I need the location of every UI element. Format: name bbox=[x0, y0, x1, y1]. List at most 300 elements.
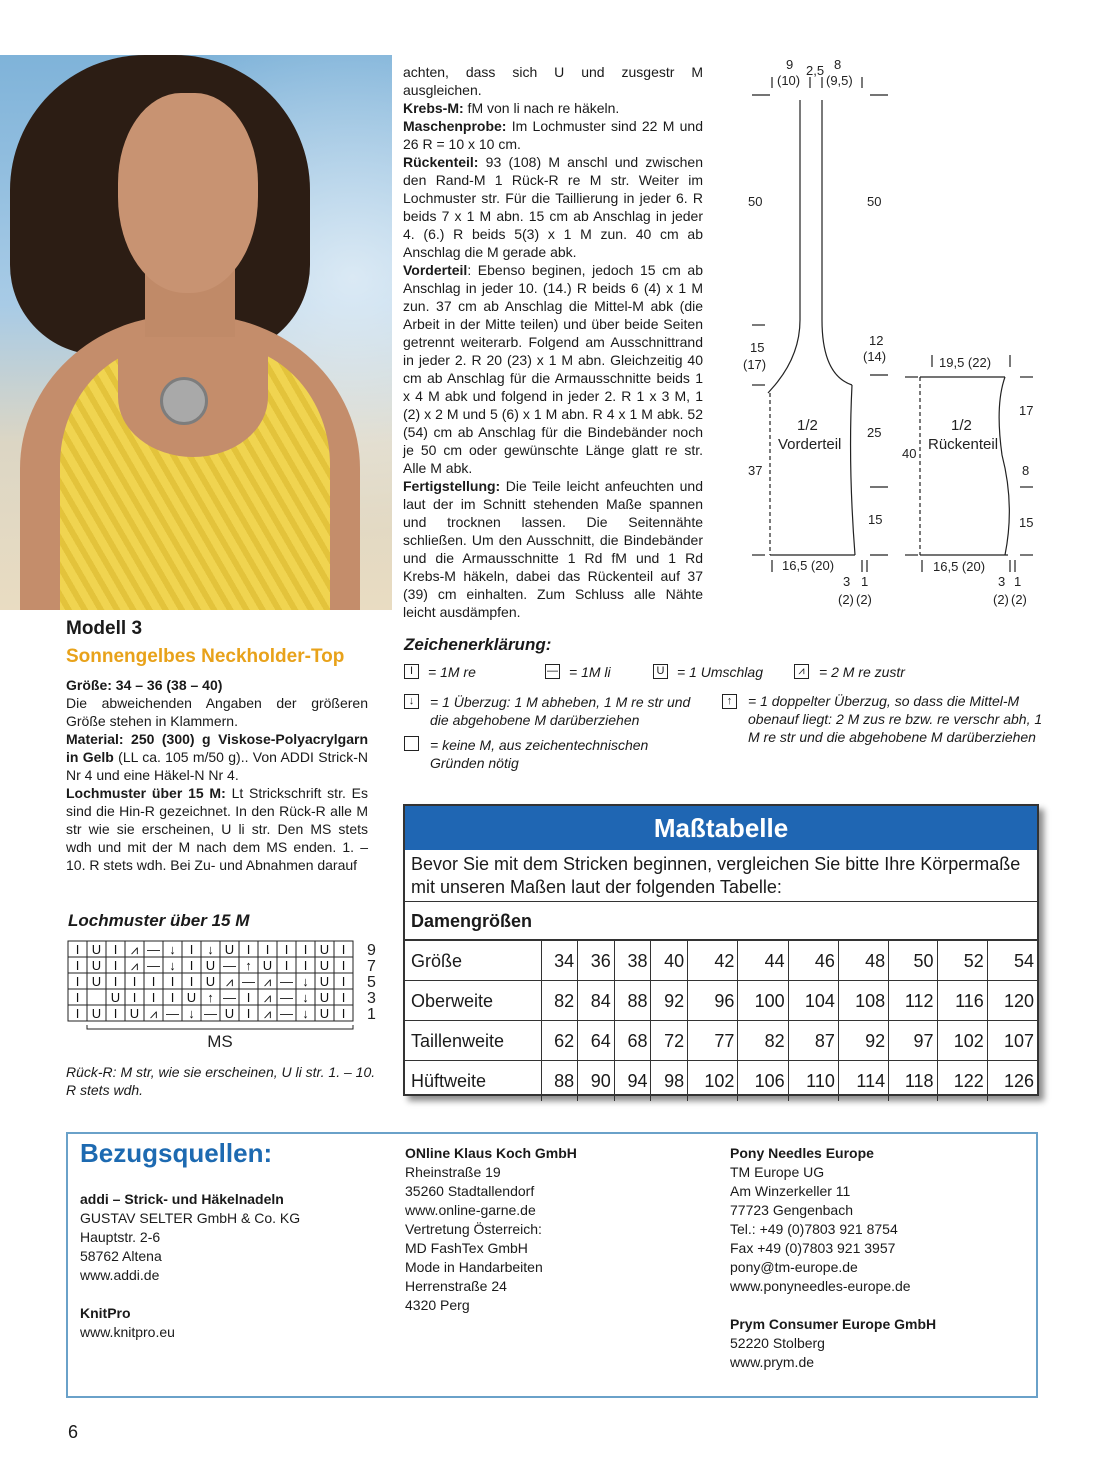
svg-text:U: U bbox=[205, 974, 216, 989]
schem-top-mid: 2,5 bbox=[806, 63, 825, 78]
svg-text:I: I bbox=[189, 974, 194, 989]
schem-37: 37 bbox=[748, 463, 763, 478]
svg-text:I: I bbox=[189, 942, 194, 957]
lace-chart-cell bbox=[87, 957, 106, 973]
front-label: Vorderteil bbox=[403, 262, 468, 278]
lace-chart-cell bbox=[239, 973, 258, 989]
lace-chart-cell bbox=[163, 1005, 182, 1021]
legend-text-skp: = 1 Überzug: 1 M abheben, 1 M re str und die abgehobene M darüberziehen bbox=[430, 694, 691, 728]
size-table-cell: 94 bbox=[614, 1061, 651, 1101]
svg-text:I: I bbox=[113, 958, 118, 973]
schem-front-label-2: Vorderteil bbox=[778, 436, 842, 453]
size-table-cell: 88 bbox=[541, 1061, 578, 1101]
gauge-text: Im Lochmuster sind 22 M und 26 R = 10 x 10 cm. bbox=[403, 118, 703, 152]
size-table-cell: 116 bbox=[937, 981, 987, 1021]
svg-text:I: I bbox=[303, 942, 308, 957]
schem-back-15: 15 bbox=[1019, 515, 1034, 530]
svg-text:↓: ↓ bbox=[169, 942, 176, 957]
lace-chart-cell bbox=[201, 1005, 220, 1021]
lace-chart-cell bbox=[220, 973, 239, 989]
svg-text:—: — bbox=[147, 958, 160, 973]
size-table-cell: 114 bbox=[838, 1061, 888, 1101]
svg-text:U: U bbox=[319, 958, 330, 973]
lace-chart-cell bbox=[182, 989, 201, 1005]
supplier-pony-line: Tel.: +49 (0)7803 921 8754 bbox=[730, 1221, 898, 1237]
size-table-cell: 36 bbox=[578, 941, 615, 981]
size-table-row-label: Größe bbox=[405, 941, 541, 981]
supplier-pony-line: 77723 Gengenbach bbox=[730, 1202, 853, 1218]
svg-text:I: I bbox=[170, 974, 175, 989]
svg-text:I: I bbox=[75, 942, 80, 957]
lace-chart-cell bbox=[201, 957, 220, 973]
schem-12: 12 bbox=[869, 333, 884, 348]
size-table-cell: 108 bbox=[838, 981, 888, 1021]
schem-back-17: 17 bbox=[1019, 403, 1034, 418]
lace-chart-cell bbox=[163, 957, 182, 973]
size-table-cell: 98 bbox=[651, 1061, 688, 1101]
suppliers-title: Bezugsquellen: bbox=[80, 1138, 273, 1168]
schem-front-b3: 3 bbox=[843, 574, 851, 589]
lace-chart-cell bbox=[68, 973, 87, 989]
lace-chart-cell bbox=[334, 941, 353, 957]
legend-text-yo: = 1 Umschlag bbox=[677, 664, 763, 680]
size-table-cell: 38 bbox=[614, 941, 651, 981]
size-table-cell: 92 bbox=[838, 1021, 888, 1061]
svg-text:I: I bbox=[341, 974, 346, 989]
schem-15-right: 15 bbox=[868, 512, 883, 527]
schem-50-left: 50 bbox=[748, 194, 763, 209]
lace-chart-cell bbox=[68, 989, 87, 1005]
lace-chart-cell bbox=[125, 973, 144, 989]
svg-text:—: — bbox=[223, 958, 236, 973]
svg-text:⩘: ⩘ bbox=[225, 974, 234, 989]
schem-front-b1: 1 bbox=[861, 574, 869, 589]
svg-text:—: — bbox=[280, 990, 293, 1005]
svg-text:I: I bbox=[170, 990, 175, 1005]
size-table-cell: 97 bbox=[889, 1021, 937, 1061]
size-table-cell: 90 bbox=[578, 1061, 615, 1101]
krebs-label: Krebs-M: bbox=[403, 100, 464, 116]
svg-text:I: I bbox=[341, 1006, 346, 1021]
model-photo bbox=[0, 55, 392, 610]
lace-chart-cell bbox=[106, 989, 125, 1005]
schem-back-label-2: Rückenteil bbox=[928, 436, 999, 453]
size-label: Größe: 34 – 36 (38 – 40) bbox=[66, 677, 223, 693]
size-table-cell: 52 bbox=[937, 941, 987, 981]
size-table-cell: 54 bbox=[987, 941, 1037, 981]
size-table-cell: 42 bbox=[688, 941, 738, 981]
material-text: (LL ca. 105 m/50 g).. Von ADDI Strick-N Nr 4 und eine Häkel-N Nr 4. bbox=[66, 749, 368, 783]
size-table-cell: 82 bbox=[541, 981, 578, 1021]
schem-top-right-b: (9,5) bbox=[826, 73, 853, 88]
front-text: : Ebenso beginen, jedoch 15 cm ab Anschlag in jeder 10. (14.) R beids 6 (4) x 1 M zun. 37 cm ab Anschlag die Mittel-M abk (die Arbeit in der Mitte teilen) und über beide Seiten getrennt weiterarb. Folgend am Ausschnittrand in jeder 2. R 20 (23) x 1 M abn. Gleichzeitig 40 cm ab Anschlag für die Armausschnitte beids 1 x 4 M abk und folgend in jeder 2. R 1 x 3 M, 1 (2) x 2 M und 5 (6) x 1 M abn. R 4 x 1 M abk. 52 (54) cm ab Anschlag für die Bindebänder noch je 50 cm oder gewünschte Länge glatt re str. Alle M abk. bbox=[403, 262, 703, 476]
supplier-pony-line: pony@tm-europe.de bbox=[730, 1259, 858, 1275]
lace-chart-cell bbox=[220, 941, 239, 957]
size-text: Die abweichenden Angaben der größeren Größe stehen in Klammern. bbox=[66, 695, 368, 729]
size-table-row bbox=[405, 1021, 1037, 1061]
svg-text:I: I bbox=[341, 990, 346, 1005]
lace-chart-cell bbox=[144, 941, 163, 957]
svg-text:I: I bbox=[265, 942, 270, 957]
supplier-addi-line: Hauptstr. 2-6 bbox=[80, 1229, 161, 1245]
lace-chart-cell bbox=[144, 1005, 163, 1021]
supplier-online-line: Mode in Handarbeiten bbox=[405, 1259, 543, 1275]
size-table-cell: 84 bbox=[578, 981, 615, 1021]
supplier-pony-name: Pony Needles Europe bbox=[730, 1145, 874, 1161]
lace-chart-cell bbox=[296, 941, 315, 957]
svg-text:—: — bbox=[242, 974, 255, 989]
legend-sym-skp: ↓ bbox=[404, 694, 419, 709]
size-table-cell: 96 bbox=[688, 981, 738, 1021]
size-table-row-label: Taillenweite bbox=[405, 1021, 541, 1061]
svg-text:I: I bbox=[75, 974, 80, 989]
supplier-addi-line: 58762 Altena bbox=[80, 1248, 162, 1264]
size-table-cell: 82 bbox=[738, 1021, 788, 1061]
svg-text:I: I bbox=[189, 958, 194, 973]
suppliers-col-2 bbox=[405, 1144, 705, 1315]
svg-text:⩘: ⩘ bbox=[263, 974, 272, 989]
lace-chart-cell bbox=[87, 989, 106, 1005]
supplier-addi-line: www.addi.de bbox=[80, 1267, 160, 1283]
svg-text:↓: ↓ bbox=[302, 974, 309, 989]
supplier-prym-line: www.prym.de bbox=[730, 1354, 815, 1370]
schem-back-b2a: (2) bbox=[993, 592, 1009, 607]
material-label: Material: 250 (300) g Viskose-Polyacrylgarn in Gelb bbox=[66, 731, 368, 765]
svg-text:U: U bbox=[205, 958, 216, 973]
size-table-cell: 100 bbox=[738, 981, 788, 1021]
schem-back-label-1: 1/2 bbox=[951, 417, 972, 434]
svg-text:I: I bbox=[113, 974, 118, 989]
pattern-schematic bbox=[730, 55, 1080, 615]
svg-text:—: — bbox=[223, 990, 236, 1005]
svg-text:—: — bbox=[147, 942, 160, 957]
page-number: 6 bbox=[68, 1422, 79, 1442]
lace-chart-cell bbox=[144, 989, 163, 1005]
lace-chart-cell bbox=[315, 1005, 334, 1021]
svg-text:I: I bbox=[341, 958, 346, 973]
schem-back-b2b: (2) bbox=[1011, 592, 1027, 607]
size-table-cell: 50 bbox=[889, 941, 937, 981]
lace-chart-cell bbox=[182, 973, 201, 989]
svg-text:U: U bbox=[91, 942, 102, 957]
size-table-cell: 62 bbox=[541, 1021, 578, 1061]
schem-front-b2b: (2) bbox=[856, 592, 872, 607]
lace-chart-cell bbox=[315, 973, 334, 989]
size-table-subtitle: Damengrößen bbox=[405, 902, 1037, 940]
size-table-row bbox=[405, 981, 1037, 1021]
schem-back-8: 8 bbox=[1022, 463, 1030, 478]
size-table-row bbox=[405, 1061, 1037, 1101]
lace-chart-cell bbox=[315, 989, 334, 1005]
pattern-label: Lochmuster über 15 M: bbox=[66, 785, 226, 801]
size-table-cell: 64 bbox=[578, 1021, 615, 1061]
svg-text:U: U bbox=[186, 990, 197, 1005]
lace-chart-cell bbox=[182, 1005, 201, 1021]
size-table-cell: 112 bbox=[889, 981, 937, 1021]
svg-text:I: I bbox=[75, 1006, 80, 1021]
size-table-cell: 126 bbox=[987, 1061, 1037, 1101]
lace-chart-row-number: 5 bbox=[367, 974, 376, 991]
lace-chart-cell bbox=[106, 1005, 125, 1021]
finishing-label: Fertigstellung: bbox=[403, 478, 501, 494]
svg-text:I: I bbox=[113, 1006, 118, 1021]
supplier-knitpro-name: KnitPro bbox=[80, 1305, 131, 1321]
lace-chart-cell bbox=[277, 1005, 296, 1021]
size-table-cell: 106 bbox=[738, 1061, 788, 1101]
model-label: Modell 3 bbox=[66, 618, 143, 639]
lace-chart-cell bbox=[125, 1005, 144, 1021]
size-table-cell: 87 bbox=[788, 1021, 838, 1061]
size-table-cell: 92 bbox=[651, 981, 688, 1021]
instructions-left bbox=[66, 676, 368, 874]
lace-chart-cell bbox=[125, 941, 144, 957]
supplier-addi-line: GUSTAV SELTER GmbH & Co. KG bbox=[80, 1210, 301, 1226]
legend-sym-purl: — bbox=[547, 665, 558, 677]
lace-chart bbox=[66, 939, 386, 1061]
lace-chart-cell bbox=[277, 973, 296, 989]
lace-chart-cell bbox=[239, 957, 258, 973]
back-text: 93 (108) M anschl und zwischen den Rand-M 1 Rück-R re M str. Weiter im Lochmuster str. Für die Taillierung in jeder 6. R beids 7 x 1 M abn. 15 cm ab Anschlag in jeder 4. (6.) R beids 5(3) x 1 M zun. 40 cm ab Anschlag die M gerade abk. bbox=[403, 154, 703, 260]
size-table-cell: 120 bbox=[987, 981, 1037, 1021]
lace-chart-cell bbox=[125, 957, 144, 973]
gauge-label: Maschenprobe: bbox=[403, 118, 507, 134]
supplier-prym-line: 52220 Stolberg bbox=[730, 1335, 825, 1351]
svg-text:U: U bbox=[91, 1006, 102, 1021]
size-table-cell: 44 bbox=[738, 941, 788, 981]
lace-chart-cell bbox=[315, 957, 334, 973]
svg-text:U: U bbox=[91, 958, 102, 973]
lace-chart-ms-label: MS bbox=[207, 1032, 233, 1051]
svg-text:I: I bbox=[303, 958, 308, 973]
size-table-row-label: Oberweite bbox=[405, 981, 541, 1021]
schem-back-b3: 3 bbox=[998, 574, 1006, 589]
lace-chart-cell bbox=[144, 973, 163, 989]
schem-50-right: 50 bbox=[867, 194, 882, 209]
svg-text:↓: ↓ bbox=[169, 958, 176, 973]
lace-chart-cell bbox=[239, 989, 258, 1005]
legend-text-cdd: = 1 doppelter Überzug, so dass die Mittel-M obenauf liegt: 2 M zus re bzw. re verschr abh, 1 M re str und die abgehobene M darüberziehen bbox=[748, 693, 1043, 745]
lace-chart-row-number: 3 bbox=[367, 990, 376, 1007]
svg-text:I: I bbox=[75, 958, 80, 973]
legend-text-k2tog: = 2 M re zustr bbox=[819, 664, 905, 680]
lace-chart-cell bbox=[106, 957, 125, 973]
legend-text-purl: = 1M li bbox=[569, 664, 611, 680]
size-table-grid bbox=[405, 940, 1037, 1101]
schem-front-bottom: 16,5 (20) bbox=[782, 558, 835, 573]
lace-chart-cell bbox=[106, 973, 125, 989]
suppliers-col-3 bbox=[730, 1144, 1030, 1372]
krebs-text: fM von li nach re häkeln. bbox=[463, 100, 620, 116]
back-label: Rückenteil: bbox=[403, 154, 479, 170]
lace-chart-row-number: 9 bbox=[367, 942, 376, 959]
svg-text:U: U bbox=[224, 1006, 235, 1021]
size-table-cell: 107 bbox=[987, 1021, 1037, 1061]
lace-chart-cell bbox=[87, 941, 106, 957]
lace-chart-cell bbox=[106, 941, 125, 957]
lace-chart-cell bbox=[163, 941, 182, 957]
schem-25: 25 bbox=[867, 425, 882, 440]
lace-chart-cell bbox=[87, 973, 106, 989]
supplier-online-line: Vertretung Österreich: bbox=[405, 1221, 542, 1237]
schem-back-b1: 1 bbox=[1014, 574, 1022, 589]
schem-front-label-1: 1/2 bbox=[797, 417, 818, 434]
supplier-pony-line: www.ponyneedles-europe.de bbox=[730, 1278, 911, 1294]
legend-sym-cdd: ↑ bbox=[722, 694, 737, 709]
lace-chart-cell bbox=[277, 957, 296, 973]
size-table-cell: 72 bbox=[651, 1021, 688, 1061]
lace-chart-cell bbox=[334, 973, 353, 989]
size-table-cell: 118 bbox=[889, 1061, 937, 1101]
schem-12b: (14) bbox=[863, 349, 887, 364]
finishing-text: Die Teile leicht anfeuchten und laut der im Schnitt stehenden Maße spannen und trocknen lassen. Die Seitennähte schließen. Um den Ausschnitt, die Bindebänder und die Armausschnitte 1 Rd fM und 1 Rd Krebs-M häkeln, dabei das Rückenteil auf 37 (39) cm einhalten. Zum Schluss alle Nähte leicht ausdämpfen. bbox=[403, 478, 703, 620]
legend-sym-yo: U bbox=[653, 664, 668, 679]
svg-text:I: I bbox=[284, 942, 289, 957]
schem-top-right: 8 bbox=[834, 57, 842, 72]
size-table-cell: 102 bbox=[937, 1021, 987, 1061]
size-table-cell: 34 bbox=[541, 941, 578, 981]
lace-chart-ms-bracket bbox=[87, 1025, 353, 1029]
supplier-pony-line: TM Europe UG bbox=[730, 1164, 825, 1180]
lace-chart-cell bbox=[144, 957, 163, 973]
svg-text:↓: ↓ bbox=[302, 1006, 309, 1021]
schem-back-top: 19,5 (22) bbox=[939, 355, 992, 370]
lace-chart-cell bbox=[258, 973, 277, 989]
supplier-online-line: www.online-garne.de bbox=[405, 1202, 536, 1218]
svg-text:⩘: ⩘ bbox=[130, 942, 139, 957]
lace-chart-cell bbox=[68, 941, 87, 957]
svg-text:I: I bbox=[151, 974, 156, 989]
svg-text:—: — bbox=[280, 974, 293, 989]
svg-text:U: U bbox=[262, 958, 273, 973]
supplier-online-line: 35260 Stadtallendorf bbox=[405, 1183, 535, 1199]
size-table-intro: Bevor Sie mit dem Stricken beginnen, vergleichen Sie bitte Ihre Körpermaße mit unseren Maßen laut der folgenden Tabelle: bbox=[405, 850, 1037, 902]
schem-top-left-b: (10) bbox=[777, 73, 801, 88]
lace-chart-cell bbox=[334, 989, 353, 1005]
svg-text:↓: ↓ bbox=[207, 942, 214, 957]
legend-sym-nostitch bbox=[404, 736, 419, 751]
size-table-title: Maßtabelle bbox=[405, 806, 1037, 850]
svg-text:I: I bbox=[246, 1006, 251, 1021]
pattern-text: Lt Strickschrift str. Es sind die Hin-R gezeichnet. In den Rück-R alle M str wie sie erscheinen, U li str. Den MS stets wdh und mit der M nach dem MS enden. 1. – 10. R stets wdh. Bei Zu- und Abnahmen darauf bbox=[66, 785, 368, 873]
lace-chart-cell bbox=[277, 941, 296, 957]
size-table-cell: 110 bbox=[788, 1061, 838, 1101]
svg-text:U: U bbox=[91, 974, 102, 989]
svg-text:↑: ↑ bbox=[207, 990, 214, 1005]
lace-chart-cell bbox=[334, 1005, 353, 1021]
lace-chart-title: Lochmuster über 15 M bbox=[68, 911, 250, 930]
suppliers-box bbox=[66, 1132, 1038, 1398]
svg-text:⩘: ⩘ bbox=[263, 990, 272, 1005]
svg-text:U: U bbox=[110, 990, 121, 1005]
supplier-online-line: MD FashTex GmbH bbox=[405, 1240, 528, 1256]
supplier-online-name: ONline Klaus Koch GmbH bbox=[405, 1145, 577, 1161]
schem-15-left: 15 bbox=[750, 340, 765, 355]
intro-text: achten, dass sich U und zusgestr M ausgleichen. bbox=[403, 64, 703, 98]
svg-text:I: I bbox=[246, 990, 251, 1005]
supplier-online-line: Herrenstraße 24 bbox=[405, 1278, 507, 1294]
lace-chart-cell bbox=[315, 941, 334, 957]
size-table-row-label: Hüftweite bbox=[405, 1061, 541, 1101]
schem-back-bottom: 16,5 (20) bbox=[933, 559, 986, 574]
svg-text:U: U bbox=[319, 1006, 330, 1021]
svg-text:⩘: ⩘ bbox=[149, 1006, 158, 1021]
legend-text-knit: = 1M re bbox=[428, 664, 476, 680]
size-table-row bbox=[405, 941, 1037, 981]
lace-chart-row-number: 7 bbox=[367, 958, 376, 975]
lace-chart-cell bbox=[68, 957, 87, 973]
lace-chart-cell bbox=[239, 941, 258, 957]
size-table-cell: 122 bbox=[937, 1061, 987, 1101]
schem-15b-left: (17) bbox=[743, 357, 767, 372]
lace-chart-cell bbox=[296, 957, 315, 973]
svg-text:U: U bbox=[319, 974, 330, 989]
legend-text-nostitch: = keine M, aus zeichentechnischen Gründen nötig bbox=[430, 737, 649, 771]
svg-text:↓: ↓ bbox=[302, 990, 309, 1005]
lace-chart-cell bbox=[220, 989, 239, 1005]
schem-top-left: 9 bbox=[786, 57, 794, 72]
size-table-cell: 68 bbox=[614, 1021, 651, 1061]
lace-chart-row-number: 1 bbox=[367, 1006, 376, 1023]
size-table-cell: 102 bbox=[688, 1061, 738, 1101]
lace-chart-cell bbox=[258, 957, 277, 973]
svg-text:U: U bbox=[319, 942, 330, 957]
model-title: Sonnengelbes Neckholder-Top bbox=[66, 646, 345, 667]
supplier-prym-name: Prym Consumer Europe GmbH bbox=[730, 1316, 937, 1332]
svg-text:I: I bbox=[132, 990, 137, 1005]
size-table-cell: 88 bbox=[614, 981, 651, 1021]
supplier-online-line: 4320 Perg bbox=[405, 1297, 470, 1313]
lace-chart-cell bbox=[163, 989, 182, 1005]
instructions-middle bbox=[403, 63, 703, 621]
lace-chart-cell bbox=[296, 989, 315, 1005]
svg-text:I: I bbox=[75, 990, 80, 1005]
lace-chart-cell bbox=[201, 989, 220, 1005]
lace-chart-cell bbox=[258, 941, 277, 957]
supplier-knitpro-line: www.knitpro.eu bbox=[80, 1324, 175, 1340]
size-table-cell: 104 bbox=[788, 981, 838, 1021]
size-table-cell: 40 bbox=[651, 941, 688, 981]
svg-text:↓: ↓ bbox=[188, 1006, 195, 1021]
legend-sym-knit: I bbox=[404, 664, 419, 679]
size-table bbox=[403, 804, 1039, 1096]
supplier-pony-line: Fax +49 (0)7803 921 3957 bbox=[730, 1240, 896, 1256]
svg-text:—: — bbox=[204, 1006, 217, 1021]
legend-sym-k2tog: ⩘ bbox=[794, 664, 809, 679]
lace-chart-cell bbox=[258, 989, 277, 1005]
svg-text:⩘: ⩘ bbox=[263, 1006, 272, 1021]
size-table-cell: 48 bbox=[838, 941, 888, 981]
svg-text:—: — bbox=[280, 1006, 293, 1021]
svg-text:—: — bbox=[166, 1006, 179, 1021]
svg-text:U: U bbox=[129, 1006, 140, 1021]
lace-chart-cell bbox=[334, 957, 353, 973]
lace-chart-cell bbox=[125, 989, 144, 1005]
lace-chart-cell bbox=[296, 973, 315, 989]
suppliers-col-1 bbox=[80, 1190, 380, 1342]
schem-front-b2a: (2) bbox=[838, 592, 854, 607]
supplier-addi-name: addi – Strick- und Häkelnadeln bbox=[80, 1191, 284, 1207]
size-table-cell: 77 bbox=[688, 1021, 738, 1061]
legend-title: Zeichenerklärung: bbox=[404, 635, 552, 654]
schem-back-40: 40 bbox=[902, 446, 917, 461]
lace-chart-cell bbox=[182, 957, 201, 973]
svg-text:U: U bbox=[319, 990, 330, 1005]
svg-text:⩘: ⩘ bbox=[130, 958, 139, 973]
svg-text:I: I bbox=[132, 974, 137, 989]
svg-text:I: I bbox=[341, 942, 346, 957]
size-table-cell: 46 bbox=[788, 941, 838, 981]
lace-chart-cell bbox=[201, 973, 220, 989]
